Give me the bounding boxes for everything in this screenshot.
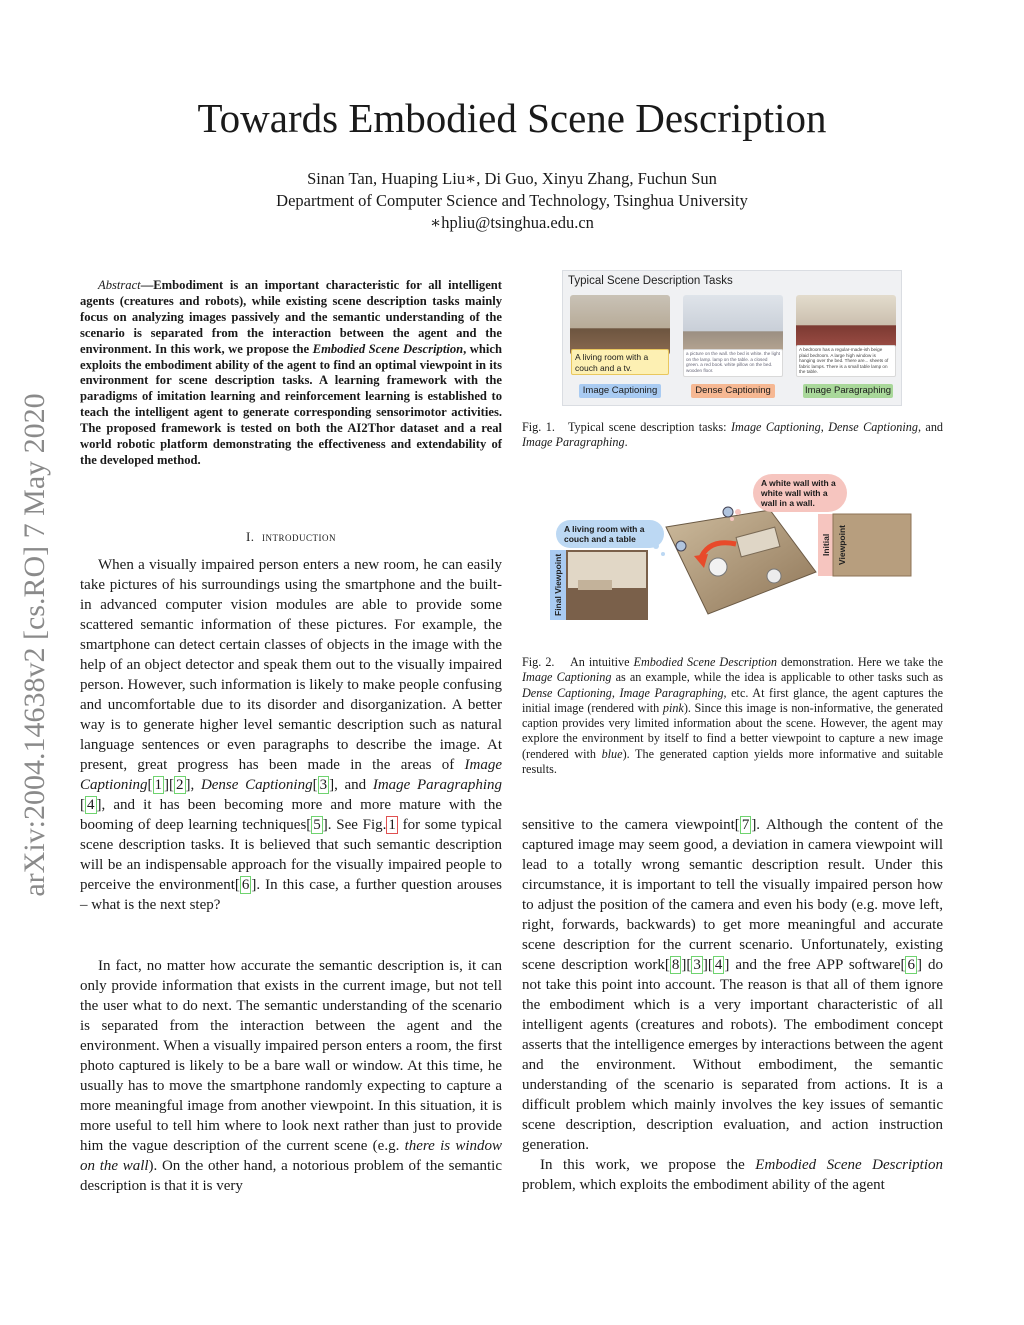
text-run: , and (917, 420, 944, 434)
text-run: Typical scene description tasks: (567, 420, 731, 434)
text-run: demonstration. Here we take the (776, 655, 943, 669)
room-image-2 (683, 295, 783, 355)
emphasis: Dense Captioning (828, 420, 918, 434)
text-run: In fact, no matter how accurate the semantic description is, it can only provide information that exists in the current image, but not tell the user what to do next. The semantic understanding of the scenario is separated from the interaction between the agent and the environment. When a visually impaired person enters a room, the first photo captured is likely to be a bare wall or window. At this time, he usually has to move the smartphone randomly expecting to capture a more meaningful image from another viewpoint. In this situation, it is more useful to tell him where to look next rather than just to provide him the vague description of the current scene (e.g. (80, 958, 502, 1154)
caption-prefix: Fig. 1. (522, 420, 555, 434)
text-run: ][ (681, 957, 692, 973)
section-number: I. (245, 529, 255, 544)
text-run: sensitive to the camera viewpoint[ (522, 817, 740, 833)
text-run: ] do not take this point into account. The reason is that all of them ignore the embodiment which is a very important characteristic of all intelligent agents (creatures and robots). The embodiment concept asserts that the intelligence emerges by interactions between the agent and the environment. Without embodiment, the semantic understanding of the scenario is separated from actions. It is a difficult problem which mainly involves the key issues of semantic scene description, description evaluation, and action instruction generation. (522, 957, 943, 1153)
text-run: ][ (702, 957, 713, 973)
bubble-tail (661, 552, 665, 556)
section-title: introduction (262, 529, 337, 544)
abstract-lead: Abstract (98, 278, 141, 292)
emphasis: Image Captioning (730, 420, 821, 434)
figure-1-caption (522, 420, 943, 451)
citation-link[interactable]: 6 (907, 957, 915, 973)
text-run: , and (334, 777, 373, 793)
bubble-tail (735, 509, 741, 515)
text-run: ). Since this image is non-informative, the generated caption provides very limited information about the scene. However, the agent may explore the environment by itself to find a better viewpoint to capture a new image (rendered with (522, 700, 943, 761)
affiliation: Department of Computer Science and Technology, Tsinghua University (276, 191, 748, 210)
citation-link[interactable]: 7 (741, 817, 750, 833)
text-run: When a visually impaired person enters a new room, he can easily take pictures of his surroundings using the smartphone and the built-in advanced computer vision modules are able to provide some scattered semantic information of these pictures. For example, the smartphone can detect certain classes of objects in the image with the help of an object detector and speak them out to the visually impaired person. However, such information is likely to make people confusing and uncomfortable due to its disorder and disorganization. A better way is to generate higher level semantic description such as natural language sentences or even paragraphs to describe the image. At present, great progress has been made in the areas of (80, 557, 502, 773)
emphasis: Embodied Scene Description (755, 1157, 943, 1173)
text-run: In this work, we propose the (540, 1157, 756, 1173)
text-run: , etc. At first glance, the agent captures the initial image (rendered with (522, 685, 944, 715)
arxiv-stamp: arXiv:2004.14638v2 [cs.RO] 7 May 2020 (18, 393, 51, 897)
citation-link[interactable]: 3 (693, 957, 701, 973)
room-image-1 (570, 295, 670, 355)
text-run: ] and the free APP software[ (724, 957, 906, 973)
emphasis: Image Paragraphing (619, 685, 724, 700)
caption-box-3: A bedroom has a regular-made-ish beige plaid bedroom. A large high window is hanging over the bed. There are... sheets of fabric lamps. There is a small table lamp on the table. (796, 345, 896, 377)
text-run: for some typical scene description tasks. It is believed that such semantic description will be an indispensable approach for the visually impaired people to perceive the environment[ (80, 817, 502, 893)
emphasis: there is window on the wall (80, 1138, 502, 1174)
abstract-text: , which exploits the embodiment ability of the agent to find an optimal viewpoint in its environment for scene description tasks. A learning framework with the paradigms of imitation learning and reinforcement learning is established to teach the intelligent agent to generate corresponding sensorimotor activities. The proposed framework is tested on both the AI2Thor dataset and a real world robotic platform demonstrating the effectiveness and extendability of the developed method. (80, 341, 502, 467)
citation-link[interactable]: 6 (241, 877, 250, 893)
right-paragraph-2 (522, 1155, 943, 1195)
citation-link[interactable]: 1 (154, 777, 163, 793)
speech-bubble-initial: A white wall with a white wall with a wall in a wall. (753, 474, 847, 512)
final-viewpoint-couch (578, 580, 612, 590)
figure-2-scene (548, 472, 913, 634)
caption-box-2: a picture on the wall. the bed is white. the light on the lamp. lamp on the table. a closed green. a red book. white pillow on the bed. wooden floor. (683, 349, 783, 377)
text-run: , (190, 777, 201, 793)
emphasis: Image Paragraphing (522, 435, 625, 450)
text-run: ], and it has been becoming more and more mature with the booming of deep learning techniques[ (80, 797, 502, 833)
speech-bubble-final: A living room with a couch and a table (556, 520, 664, 548)
text-run: An intuitive (569, 655, 634, 669)
text-run: , (820, 420, 829, 434)
emphasis: Embodied Scene Description (633, 655, 777, 669)
agent-icon (723, 507, 733, 517)
right-paragraph-1 (522, 815, 943, 1155)
floorplan (666, 510, 816, 614)
caption-prefix: Fig. 2. (522, 655, 555, 669)
citation-link[interactable]: 4 (87, 797, 95, 813)
emphasis: pink (662, 700, 684, 715)
citation-link[interactable]: 3 (319, 777, 328, 793)
bubble-tail (730, 517, 734, 521)
figure-1 (562, 270, 902, 406)
text-run: ). The generated caption yields more informative and suitable results. (522, 746, 943, 777)
intro-paragraph-2 (80, 956, 502, 1196)
text-run: ]. In this case, a further question arouses – what is the next step? (80, 877, 502, 913)
abstract-text: —Embodiment is an important characteristic for all intelligent agents (creatures and robots), while existing scene description tasks mainly focus on analyzing images passively and the semantic understanding of the scenario is separated from the interaction between the agent and the environment. In this work, we propose the (80, 278, 502, 356)
term-image-paragraphing: Image Paragraphing (372, 777, 502, 793)
citation-link[interactable]: 2 (176, 777, 184, 793)
label-dense-captioning: Dense Captioning (691, 384, 775, 398)
emphasis: Image Captioning (522, 670, 612, 685)
text-run: . (624, 435, 628, 450)
caption-box-1: A living room with a couch and a tv. (571, 349, 669, 375)
right-column-text (522, 815, 943, 1195)
figure-2 (548, 472, 913, 634)
label-image-paragraphing: Image Paragraphing (804, 385, 892, 396)
abstract (80, 278, 502, 469)
text-run: as an example, while the idea is applicable to other tasks such as (611, 670, 944, 685)
agent-icon (676, 541, 686, 551)
text-run: , (611, 685, 620, 700)
text-run: ). On the other hand, a notorious problem of the semantic description is that it is very (80, 1158, 502, 1194)
figure-2-caption (522, 655, 943, 777)
abstract-term: Embodied Scene Description (312, 341, 464, 356)
text-run: problem, which exploits the embodiment ability of the agent (522, 1177, 885, 1193)
figure-1-title: Typical Scene Description Tasks (568, 275, 733, 287)
section-heading (80, 529, 502, 545)
term-dense-captioning: Dense Captioning (200, 777, 313, 793)
text-run: ]. See Fig. (322, 817, 387, 833)
emphasis: Dense Captioning (522, 685, 612, 700)
initial-viewpoint-label: Initial Viewpoint (821, 525, 847, 565)
chair-shape (767, 569, 781, 583)
final-viewpoint-label: Final Viewpoint (553, 553, 563, 617)
intro-paragraph-1: When a visually impaired person enters a new room, he can easily take pictures of his surroundings using the smartphone and the built-in advanced computer vision modules are able to provide some scattered semantic information of these pictures. For example, the smartphone can detect certain classes of objects in the image with the help of an object detector and speak them out to the visually impaired person. However, such information is likely to make people confusing and uncomfortable due to its disorder and disorganization. A better way is to generate higher level semantic description such as natural language sentences or even paragraphs to describe the image. At present, great progress has been made in the areas of Image Captioning[ 1 ][ 2 ], Dense Captioning[ 3 ], and Image Paragraphing [ 4 ], and it has been becoming more and more mature with the booming of deep learning techniques[ 5 ]. See Fig. 1 for some typical scene description tasks. It is believed that such semantic description will be an indispensable approach for the visually impaired people to perceive the environment[ 6 ]. In this case, a further question arouses – what is the next step? (80, 557, 502, 913)
citation-link[interactable]: 4 (714, 957, 723, 973)
paper-title: Towards Embodied Scene Description (197, 95, 827, 141)
email: ∗hpliu@tsinghua.edu.cn (430, 213, 594, 232)
text-run: ]. Although the content of the captured image may seem good, a deviation in camera viewpoint will lead to a totally wrong semantic description result. Under this circumstance, it is important to tell the visually impaired person how to adjust the position of the camera and even his body (e.g. move left, right, forwards, backwards) to get more meaningful and accurate scene description for the current scenario. Unfortunately, existing scene description work[ (522, 817, 943, 973)
citation-link[interactable]: 8 (671, 957, 680, 973)
emphasis: blue (601, 746, 623, 761)
citation-link[interactable]: 5 (313, 817, 321, 833)
label-image-captioning: Image Captioning (579, 384, 661, 398)
text-run: [ (80, 797, 85, 813)
authors: Sinan Tan, Huaping Liu∗, Di Guo, Xinyu Zhang, Fuchun Sun (307, 169, 717, 188)
term-image-captioning: Image Captioning (80, 757, 502, 793)
figure-link[interactable]: 1 (388, 817, 396, 833)
table-shape (709, 558, 727, 576)
